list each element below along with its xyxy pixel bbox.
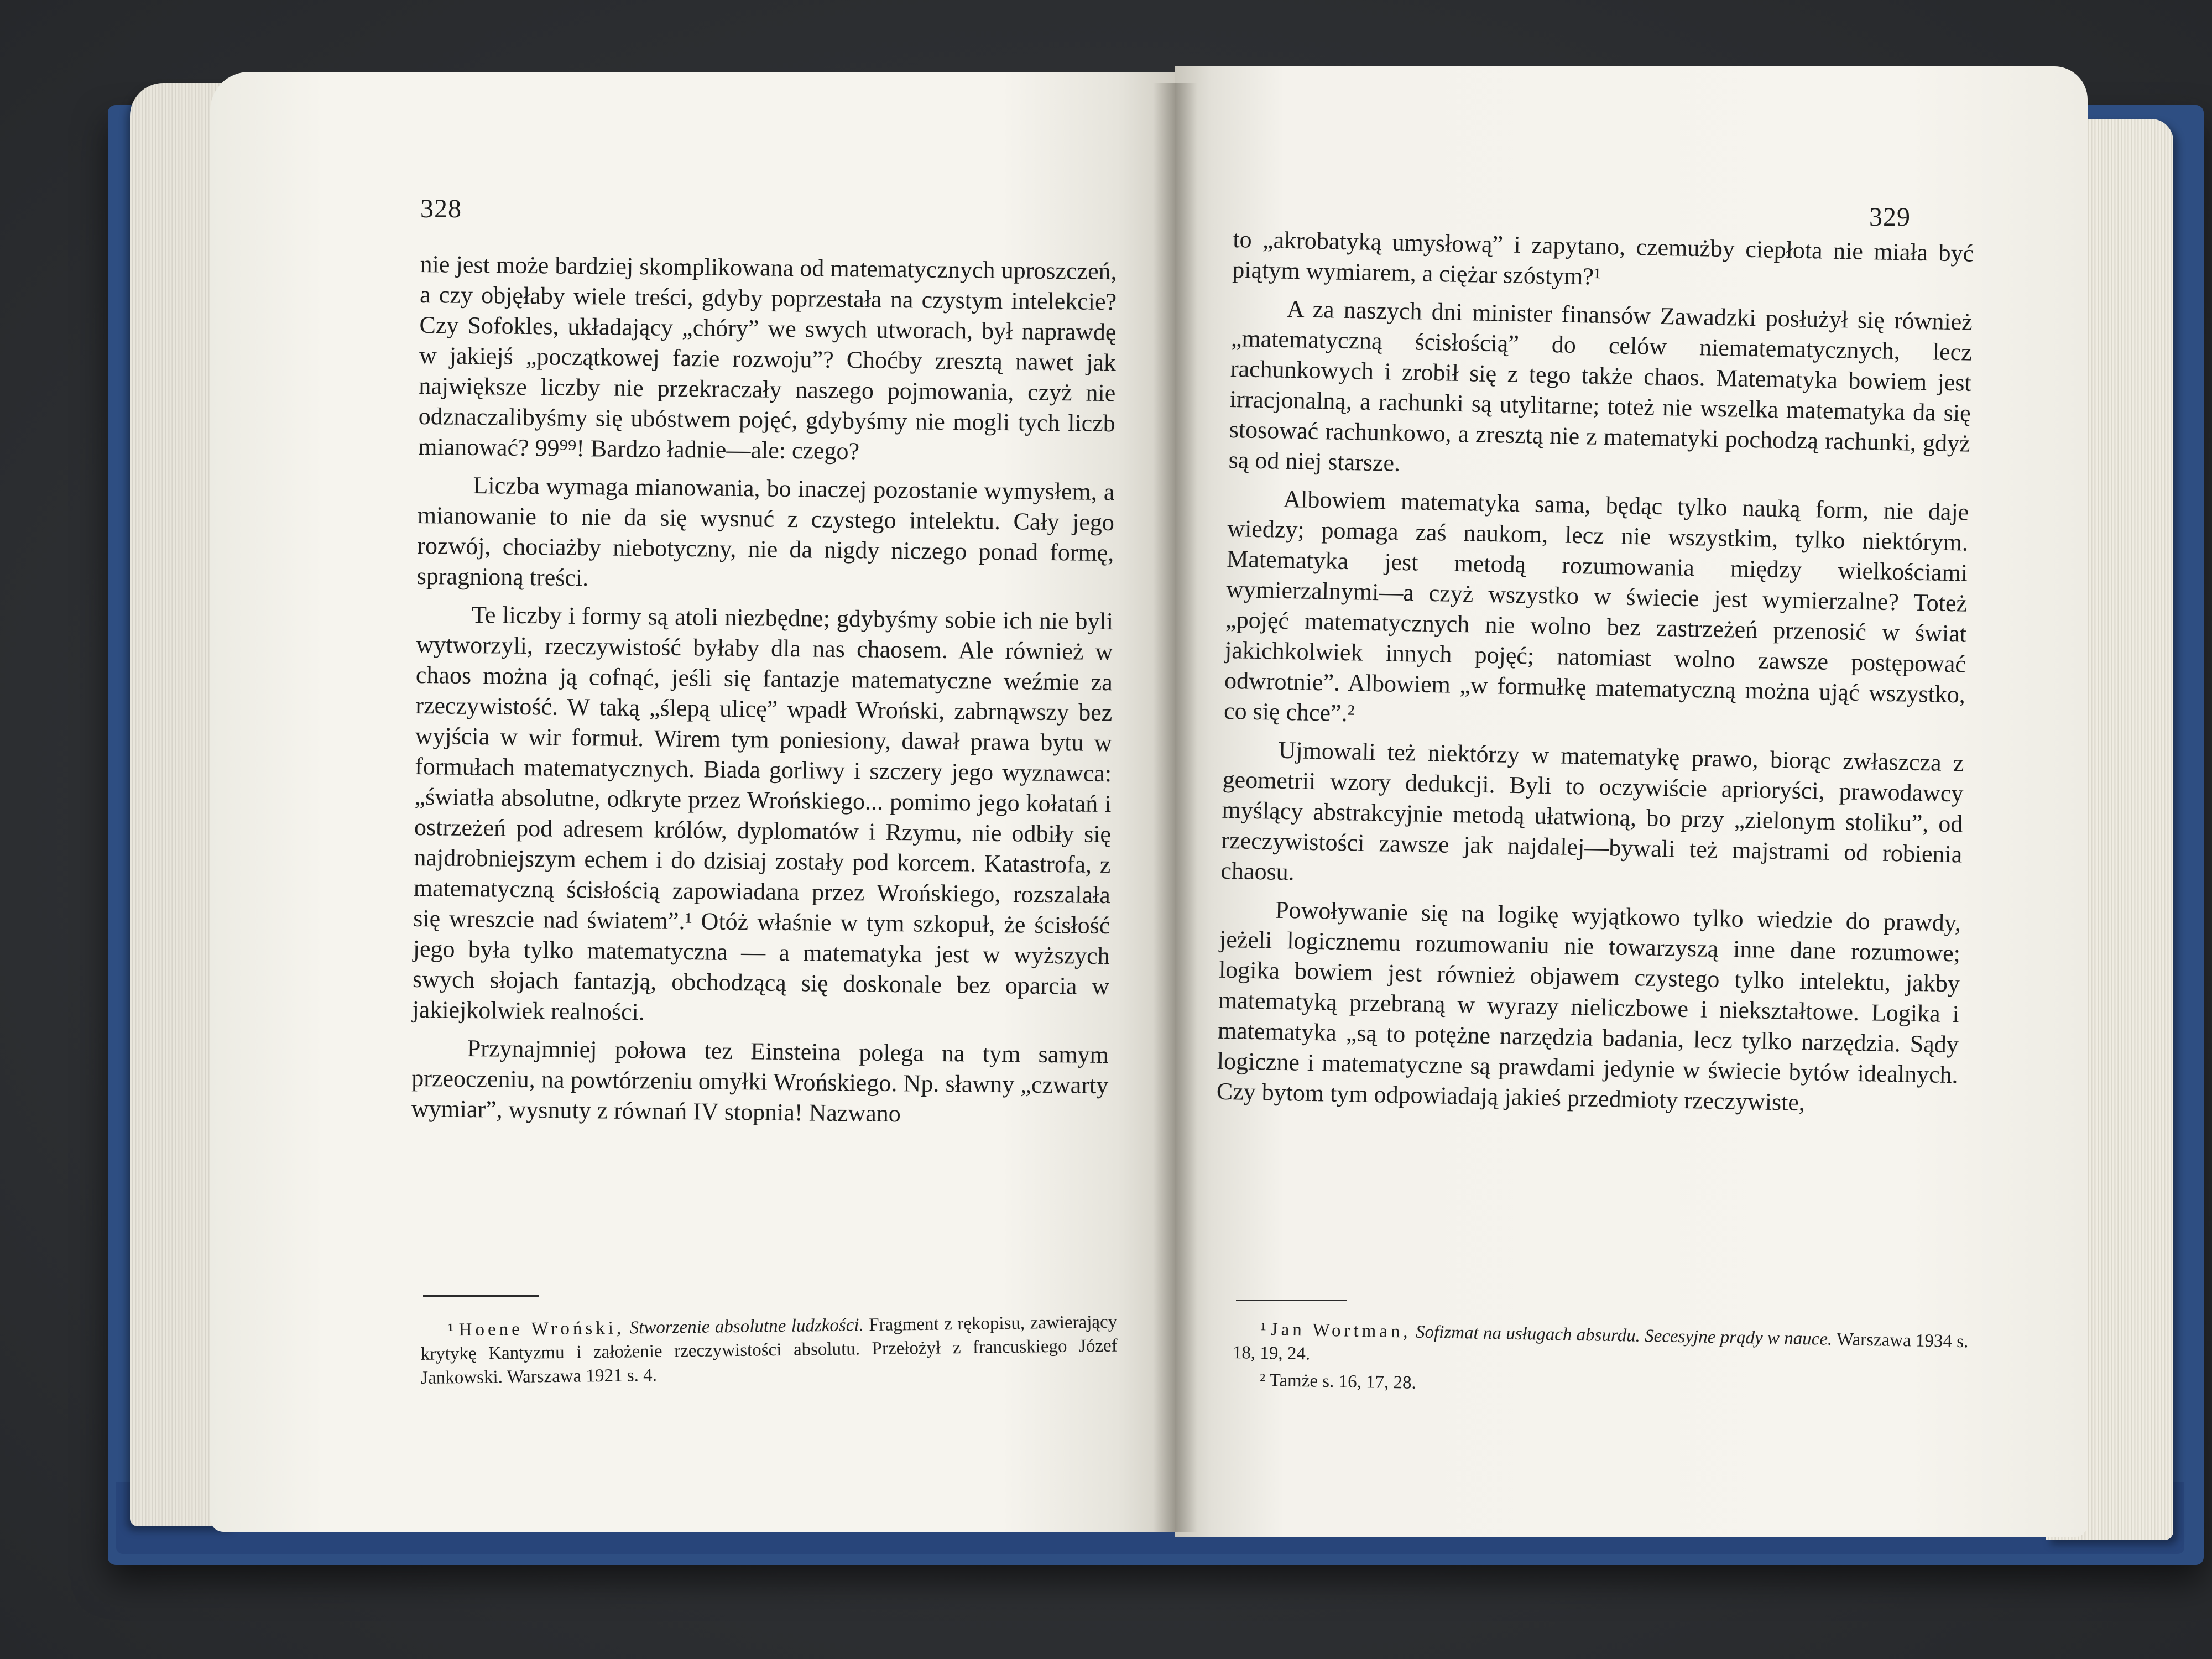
paragraph: Powoływanie się na logikę wyjątkowo tylko wiedzie do prawdy, jeżeli logicznemu rozumowaniu nie towarzyszą inne dane rozumowe; logika bowiem jest również objawem czystego tylko intelektu, jakby matematyką przebraną w wyrazy nieliczbowe i niekształtowe. Logika i matematyka „są to potężne narzędzia badania, lecz tylko narzędzia. Sądy logiczne i matematyczne są prawdami jedynie w świecie bytów idealnych. Czy bytom tym odpowiadają jakieś przedmioty rzeczywiste, bbox=[1216, 896, 1961, 1117]
footnote-marker: ¹ bbox=[1260, 1319, 1266, 1340]
paragraph: A za naszych dni minister finansów Zawadzki posłużył się również „matematyczną ścisłością” do celów niematematycznych, lecz rachunkowych i zrobił się z tego także chaos. Matematyka bowiem jest irracjonalną, a rachunki są utylitarne; toteż nie wszelka matematyka da się stosować rachunkowo, a zresztą nie z matematyki pochodzą rachunki, gdyż są od niej starsze. bbox=[1228, 295, 1973, 477]
footnote-rest: Warszawa 1934 s. 18, 19, 24. bbox=[1232, 1329, 1969, 1364]
left-page bbox=[210, 72, 1175, 1532]
footnote-marker: ¹ bbox=[448, 1320, 454, 1340]
book-gutter bbox=[1153, 83, 1197, 1532]
paragraph: Te liczby i formy są atoli niezbędne; gdybyśmy sobie ich nie byli wytworzyli, rzeczywistość byłaby dla nas chaosem. Ale również w chaos można ją cofnąć, jeśli się fantazje matematyczne weźmie za rzeczywistość. W taką „ślepą ulicę” wpadł Wroński, zabrnąwszy bez wyjścia w wir formuł. Wirem tym poniesiony, dawał prawa bytu w formułach matematycznych. Biada gorliwy i szczery jego wyznawca: „światła absolutne, odkryte przez Wrońskiego... pomimo jego kołatań i ostrzeżeń pod adresem królów, dyplomatów i Rzymu, nie odbiły się najdrobniejszym echem i do dzisiaj zostały pod korcem. Katastrofa, z matematyczną ścisłością zapowiadana przez Wrońskiego, rozszalała się wreszcie nad światem”.¹ Otóż właśnie w tym szkopuł, że ścisłość jego była tylko matematyczna — a matematyka jest w wyższych swych słojach fantazją, obchodzącą się doskonale bez oparcia w jakiejkolwiek realności. bbox=[412, 601, 1114, 1026]
footnote-title: Stworzenie absolutne ludzkości. bbox=[629, 1315, 864, 1338]
right-page-body bbox=[1216, 224, 1974, 1128]
footnote-marker: ² bbox=[1259, 1370, 1266, 1391]
footnote-1 bbox=[420, 1311, 1118, 1390]
footnote-author: Hoene Wroński, bbox=[458, 1318, 625, 1340]
footnote-author: Jan Wortman, bbox=[1270, 1319, 1412, 1342]
footnote-title: Sofizmat na usługach absurdu. Secesyjne prądy w nauce. bbox=[1415, 1322, 1833, 1349]
footnote-1 bbox=[1232, 1317, 1968, 1378]
paragraph: Liczba wymaga mianowania, bo inaczej pozostanie wymysłem, a mianowanie to nie da się wysnuć z czystego intelektu. Cały jego rozwój, chociażby niebotyczny, nie da nigdy niczego ponad formę, spragnioną treści. bbox=[416, 472, 1115, 592]
page-number-left: 328 bbox=[420, 194, 462, 223]
paragraph: Ujmowali też niektórzy w matematykę prawo, biorąc zwłaszcza z geometrii wzory dedukcji. Byli to oczywiście aprioryści, prawodawcy myślący abstrakcyjnie metodą ułatwioną, bo przy „zielonym stoliku”, od rzeczywistości zawsze jak najdalej—bywali też majstrami od robienia chaosu. bbox=[1220, 736, 1964, 886]
footnote-rest: Fragment z rękopisu, zawierający krytykę Kantyzmu i założenie rzeczywistości absolutu. Przełożył z francuskiego Józef Jankowski. Warszawa 1921 s. 4. bbox=[420, 1312, 1118, 1388]
paragraph: Przynajmniej połowa tez Einsteina polega na tym samym przeoczeniu, na powtórzeniu omyłki Wrońskiego. Np. sławny „czwarty wymiar”, wysnuty z równań IV stopnia! Nazwano bbox=[411, 1034, 1109, 1128]
footnote-left bbox=[420, 1311, 1118, 1394]
right-page bbox=[1175, 66, 2088, 1537]
footnote-right bbox=[1232, 1317, 1969, 1408]
footnote-rest: Tamże s. 16, 17, 28. bbox=[1269, 1370, 1417, 1393]
left-page-body bbox=[411, 249, 1117, 1139]
paragraph: nie jest może bardziej skomplikowana od matematycznych uproszczeń, a czy objęłaby wiele treści, gdyby poprzestała na czystym intelekcie? Czy Sofokles, układający „chóry” we swych utworach, był naprawdę w jakiejś „początkowej fazie rozwoju”? Choćby zresztą nawet jak największe liczby nie przekraczały naszego pojmowania, czyż nie odznaczalibyśmy się ubóstwem pojęć, gdybyśmy nie mogli tych liczb mianować? 99⁹⁹! Bardzo ładnie—ale: czego? bbox=[418, 250, 1117, 465]
paragraph: Albowiem matematyka sama, będąc tylko nauką form, nie daje wiedzy; pomaga zaś naukom, lecz nie wszystkim, tylko niektórym. Matematyka jest metodą rozumowania między wielkościami wymierzalnymi—a czyż wszystko w świecie jest wymierzalne? Toteż „pojęć matematycznych nie wolno bez zastrzeżeń przenosić w świat jakichkolwiek innych pojęć; natomiast wolno zawsze postępować odwrotnie”. Albowiem „w formułkę matematyczną można ująć wszystko, co się chce”.² bbox=[1223, 485, 1969, 727]
footnote-separator bbox=[1236, 1300, 1347, 1301]
paragraph: to „akrobatyką umysłową” i zapytano, czemużby ciepłota nie miała być piątym wymiarem, a ciężar szóstym?¹ bbox=[1232, 225, 1974, 290]
footnote-separator bbox=[423, 1295, 539, 1297]
page-number-right: 329 bbox=[1869, 202, 1911, 232]
